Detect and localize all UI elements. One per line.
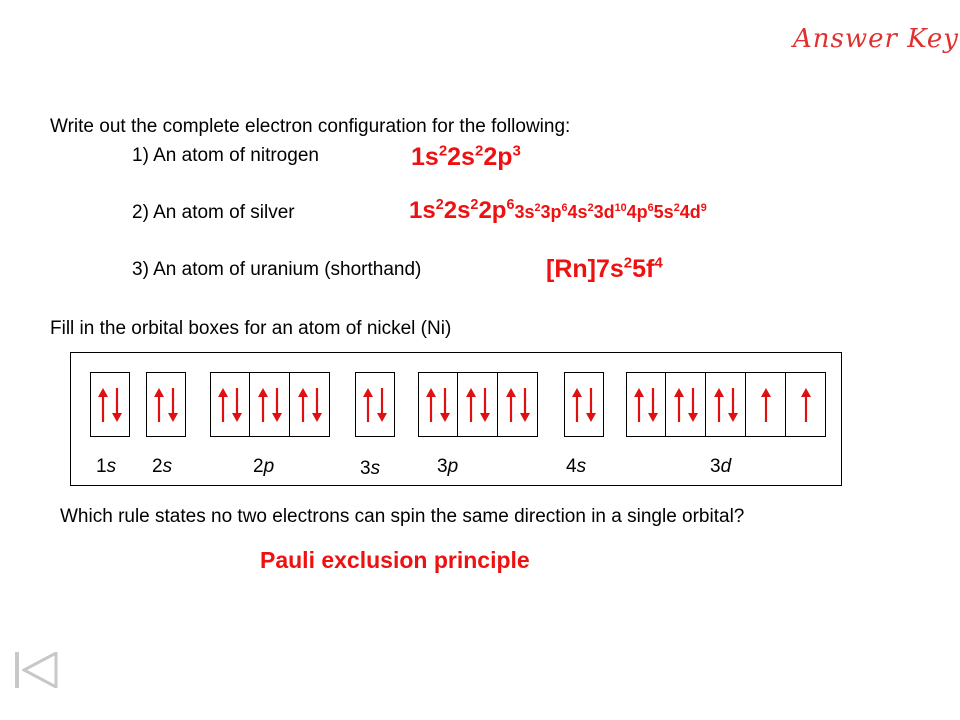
spin-up-arrow xyxy=(98,388,108,422)
orbital-group-4s xyxy=(564,372,604,437)
spin-down-arrow xyxy=(520,388,530,422)
spin-down-arrow xyxy=(312,388,322,422)
question-1-label: 1) An atom of nitrogen xyxy=(132,145,319,166)
spin-up-arrow xyxy=(298,388,308,422)
orbital-box[interactable] xyxy=(786,372,826,437)
orbital-group-2s xyxy=(146,372,186,437)
spin-down-arrow xyxy=(728,388,738,422)
orbital-label-3s: 3s xyxy=(360,458,381,479)
orbital-box[interactable] xyxy=(418,372,458,437)
spin-up-arrow xyxy=(714,388,724,422)
spin-up-arrow xyxy=(572,388,582,422)
orbital-group-3d xyxy=(626,372,826,437)
question-2-answer: $1s^22s^22p^63s^23p^64s^23d^{10}4p^65s^24d^9$ xyxy=(409,197,707,224)
question-1-answer: $1s^22s^22p^3$ xyxy=(411,142,521,171)
orbital-label-3d: 3d xyxy=(710,456,732,477)
spin-down-arrow xyxy=(688,388,698,422)
orbital-box[interactable] xyxy=(210,372,250,437)
orbital-group-2p xyxy=(210,372,330,437)
orbital-box[interactable] xyxy=(666,372,706,437)
orbital-group-1s xyxy=(90,372,130,437)
orbital-label-2p: 2p xyxy=(253,456,275,477)
spin-down-arrow xyxy=(168,388,178,422)
orbital-box[interactable] xyxy=(458,372,498,437)
orbital-label-3p: 3p xyxy=(437,456,459,477)
spin-down-arrow xyxy=(112,388,122,422)
spin-down-arrow xyxy=(232,388,242,422)
orbital-label-4s: 4s xyxy=(566,456,587,477)
orbital-group-3p xyxy=(418,372,538,437)
orbital-box[interactable] xyxy=(355,372,395,437)
orbital-box[interactable] xyxy=(90,372,130,437)
spin-up-arrow xyxy=(466,388,476,422)
rule-answer: Pauli exclusion principle xyxy=(260,547,530,573)
question-2-label: 2) An atom of silver xyxy=(132,202,295,223)
answer-key-label: Answer Key xyxy=(793,24,959,54)
spin-up-arrow xyxy=(761,388,771,422)
spin-up-arrow xyxy=(634,388,644,422)
orbital-prompt: Fill in the orbital boxes for an atom of nickel (Ni) xyxy=(50,318,452,339)
spin-down-arrow xyxy=(480,388,490,422)
spin-down-arrow xyxy=(586,388,596,422)
spin-up-arrow xyxy=(674,388,684,422)
question-3-label: 3) An atom of uranium (shorthand) xyxy=(132,259,422,280)
spin-up-arrow xyxy=(801,388,811,422)
spin-down-arrow xyxy=(440,388,450,422)
spin-up-arrow xyxy=(154,388,164,422)
spin-up-arrow xyxy=(506,388,516,422)
orbital-box[interactable] xyxy=(290,372,330,437)
orbital-label-2s: 2s xyxy=(152,456,173,477)
rule-question: Which rule states no two electrons can spin the same direction in a single orbital? xyxy=(60,506,745,527)
question-3-answer: $[Rn]7s^25f^4$ xyxy=(546,254,663,283)
orbital-box[interactable] xyxy=(564,372,604,437)
spin-down-arrow xyxy=(377,388,387,422)
nav-bar-icon[interactable] xyxy=(15,652,19,688)
orbital-box[interactable] xyxy=(706,372,746,437)
spin-up-arrow xyxy=(258,388,268,422)
spin-down-arrow xyxy=(272,388,282,422)
spin-down-arrow xyxy=(648,388,658,422)
spin-up-arrow xyxy=(363,388,373,422)
orbital-label-1s: 1s xyxy=(96,456,117,477)
skip-to-start-icon[interactable] xyxy=(22,652,58,688)
config-prompt: Write out the complete electron configuration for the following: xyxy=(50,116,571,137)
orbital-box[interactable] xyxy=(626,372,666,437)
orbital-box[interactable] xyxy=(250,372,290,437)
orbital-box[interactable] xyxy=(746,372,786,437)
orbital-group-3s xyxy=(355,372,395,437)
orbital-box[interactable] xyxy=(146,372,186,437)
spin-up-arrow xyxy=(426,388,436,422)
spin-up-arrow xyxy=(218,388,228,422)
orbital-box[interactable] xyxy=(498,372,538,437)
